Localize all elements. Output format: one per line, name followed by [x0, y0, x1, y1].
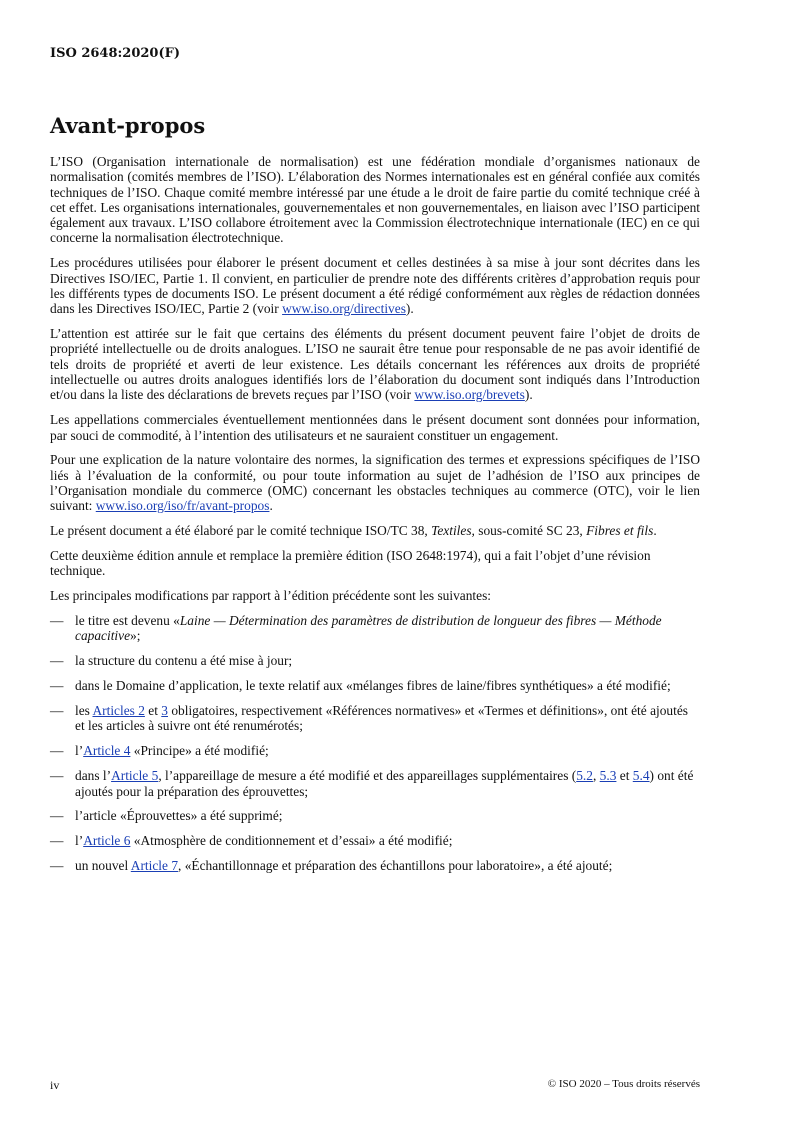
list-item [50, 858, 700, 873]
paragraph-text: Les procédures utilisées pour élaborer le présent document et celles destinées à sa mise à jour sont décrites dans les Directives ISO/IEC, Partie 1. Il convient, en particulier de prendre note des différents critères d’approbation requis pour les différents types de documents ISO. Le présent document a été rédigé conformément aux règles de rédaction données dans les Directives ISO/IEC, Partie 2 (voir [50, 255, 700, 317]
subcommittee-text: sous-comité SC 23, [474, 523, 587, 539]
list-item [50, 613, 700, 644]
item-text-part: les [75, 703, 93, 719]
item-text-part: l’ [75, 833, 84, 849]
committee-text: Le présent document a été élaboré par le comité technique ISO/TC 38, [50, 523, 432, 539]
list-item-text: la structure du contenu a été mise à jour; [75, 653, 293, 669]
list-item-text: dans le Domaine d’application, le texte relatif aux «mélanges fibres de laine/fibres synthétiques» a été modifié; [75, 678, 671, 694]
list-item [50, 743, 700, 758]
list-item-text [75, 703, 700, 734]
item-text-part: et [616, 768, 633, 784]
list-dash: — [50, 653, 64, 669]
article-4-link[interactable]: Article 4 [83, 743, 131, 759]
paragraph-text: Pour une explication de la nature volontaire des normes, la signification des termes et expressions spécifiques de l’ISO liés à l’évaluation de la conformité, ou pour toute information au sujet de l’adhésion de l’ISO aux principes de l’Organisation mondiale du commerce (OMC) concernant les obstacles techniques au commerce (OTC), voir le lien suivant: [50, 452, 700, 514]
paragraph-text: L’attention est attirée sur le fait que certains des éléments du présent document peuvent faire l’objet de droits de propriété intellectuelle ou de droits analogues. L’ISO ne saurait être tenue pour responsable de ne pas avoir identifié de tels droits de propriété et averti de leur existence. Les détails concernant les références aux droits de propriété intellectuelle ou autres droits analogues identifiés lors de l’élaboration du document sont indiqués dans l’Introduction et/ou dans la liste des déclarations de brevets reçues par l’ISO (voir [50, 326, 700, 403]
document-id: ISO 2648:2020(F) [50, 46, 181, 61]
subclause-5-3-link[interactable]: 5.3 [599, 768, 617, 784]
paragraph-changes-intro: Les principales modifications par rapport à l’édition précédente sont les suivantes: [50, 588, 492, 604]
paragraph-committee [50, 523, 700, 538]
article-2-link[interactable]: Articles 2 [92, 703, 145, 719]
subcommittee-name: Fibres et fils [586, 523, 654, 539]
page-number: iv [50, 1078, 60, 1092]
paragraph-trade-names: Les appellations commerciales éventuellement mentionnées dans le présent document sont données pour information, par souci de commodité, à l’intention des utilisateurs et ne sauraient constituer un engagement. [50, 412, 700, 443]
list-dash: — [50, 768, 64, 784]
changes-list [50, 613, 700, 873]
list-item [50, 703, 700, 734]
item-text-part: ) ont été ajoutés pour la préparation des éprouvettes; [75, 768, 694, 799]
list-item-text [75, 833, 700, 848]
list-dash: — [50, 678, 64, 694]
list-dash: — [50, 833, 64, 849]
paragraph-text-end: ). [405, 301, 414, 317]
new-title: Laine — Détermination des paramètres de distribution de longueur des fibres — Méthode capacitive [75, 613, 662, 644]
item-text-part: , «Échantillonnage et préparation des échantillons pour laboratoire», a été ajouté; [178, 858, 613, 874]
paragraph-voluntary-nature [50, 452, 700, 513]
list-dash: — [50, 703, 64, 719]
item-text-part: le titre est devenu « [75, 613, 180, 629]
paragraph-text-end: . [653, 523, 657, 539]
paragraph-text-end: . [269, 498, 273, 514]
list-dash: — [50, 613, 64, 629]
patents-link[interactable]: www.iso.org/brevets [414, 387, 525, 403]
subclause-5-4-link[interactable]: 5.4 [632, 768, 650, 784]
item-text-part: dans l’ [75, 768, 112, 784]
list-item [50, 653, 700, 668]
item-text-part: obligatoires, respectivement «Références normatives» et «Termes et définitions», ont été ajoutés et les articles à suivre ont été renumérotés; [75, 703, 688, 734]
item-text-part: , [592, 768, 600, 784]
list-item-text [75, 858, 700, 873]
list-item-text [75, 613, 700, 644]
list-item-text: l’article «Éprouvettes» a été supprimé; [75, 808, 283, 824]
list-item [50, 833, 700, 848]
list-dash: — [50, 808, 64, 824]
copyright-notice: © ISO 2020 – Tous droits réservés [547, 1078, 700, 1090]
list-item [50, 768, 700, 799]
committee-name: Textiles, [431, 523, 475, 539]
paragraph-text-end: ). [524, 387, 533, 403]
list-item-text [75, 743, 700, 758]
item-text-part: et [144, 703, 162, 719]
item-text-part: «Principe» a été modifié; [130, 743, 269, 759]
item-text-part: , l’appareillage de mesure a été modifié et des appareillages supplémentaires ( [158, 768, 577, 784]
article-6-link[interactable]: Article 6 [83, 833, 131, 849]
list-dash: — [50, 858, 64, 874]
paragraph-patent-rights [50, 326, 700, 402]
item-text-part: «Atmosphère de conditionnement et d’essai» a été modifié; [130, 833, 453, 849]
article-3-link[interactable]: 3 [161, 703, 168, 719]
section-title: Avant-propos [50, 113, 206, 138]
item-text-part: l’ [75, 743, 84, 759]
list-item [50, 808, 700, 823]
article-7-link[interactable]: Article 7 [130, 858, 179, 874]
item-text-part: un nouvel [75, 858, 131, 874]
foreword-link[interactable]: www.iso.org/iso/fr/avant-propos [95, 498, 270, 514]
list-item [50, 678, 700, 693]
article-5-link[interactable]: Article 5 [111, 768, 159, 784]
paragraph-iso-intro: L’ISO (Organisation internationale de normalisation) est une fédération mondiale d’organismes nationaux de normalisation (comités membres de l’ISO). L’élaboration des Normes internationales est en général confiée aux comités techniques de l’ISO. Chaque comité membre intéressé par une étude a le droit de faire partie du comité technique créé à cet effet. Les organisations internationales, gouvernementales et non gouvernementales, en liaison avec l’ISO participent également aux travaux. L’ISO collabore étroitement avec la Commission électrotechnique internationale (IEC) en ce qui concerne la normalisation électrotechnique. [50, 154, 700, 246]
paragraph-procedures [50, 255, 700, 316]
subclause-5-2-link[interactable]: 5.2 [576, 768, 593, 784]
directives-link[interactable]: www.iso.org/directives [282, 301, 406, 317]
list-item-text [75, 768, 700, 799]
list-dash: — [50, 743, 64, 759]
foreword-body [50, 154, 700, 883]
paragraph-edition: Cette deuxième édition annule et remplace la première édition (ISO 2648:1974), qui a fait l’objet d’une révision technique. [50, 548, 651, 579]
item-text-part: »; [130, 628, 141, 644]
